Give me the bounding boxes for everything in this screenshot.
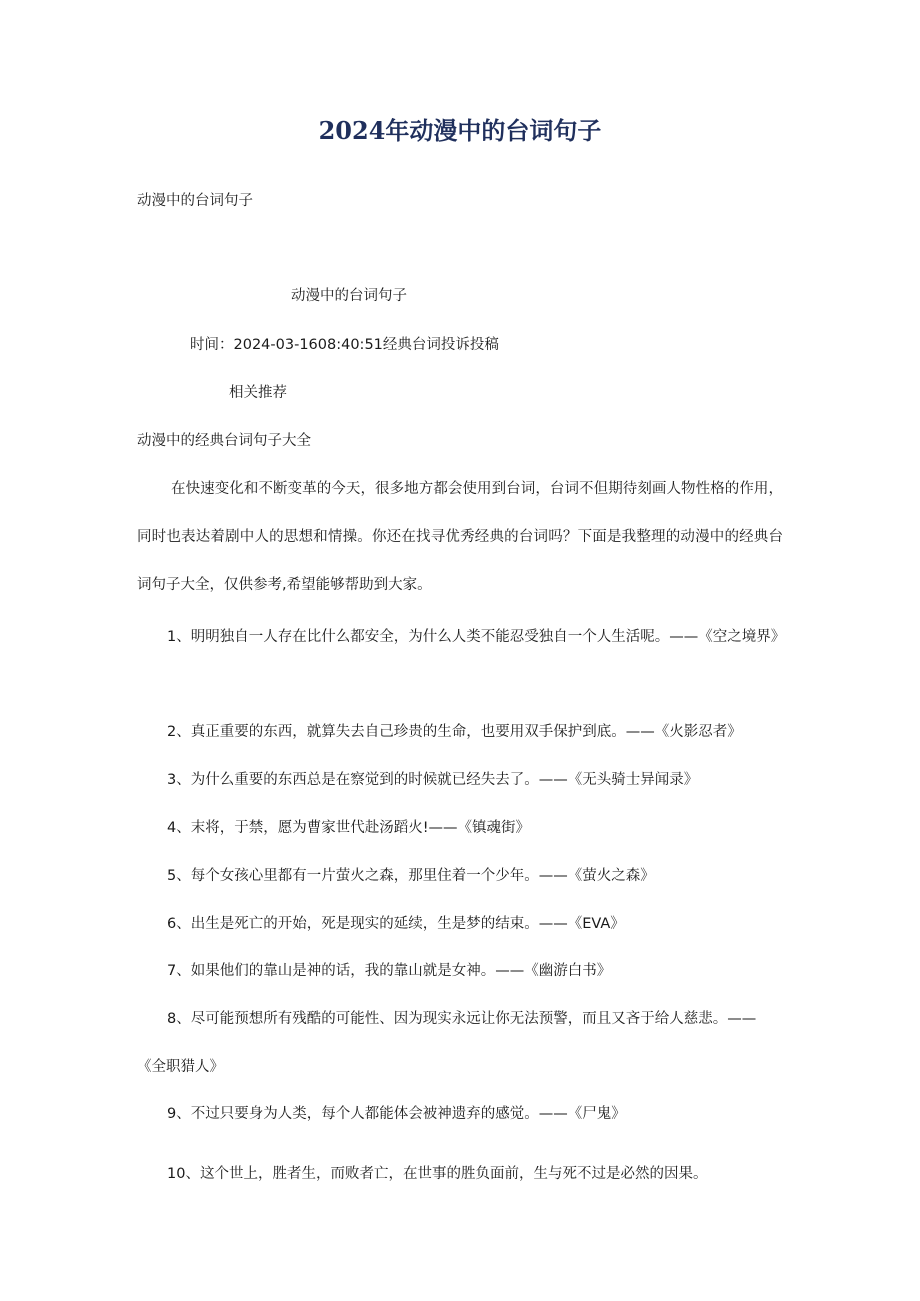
document-subtitle: 动漫中的台词句子 [137,193,253,209]
inner-title: 动漫中的台词句子 [291,288,407,304]
document-title: 2024年动漫中的台词句子 [318,116,602,145]
quote-item-9: 9、不过只要身为人类，每个人都能体会被神遗弃的感觉。——《尸鬼》 [167,1106,626,1122]
quote-item-6: 6、出生是死亡的开始，死是现实的延续，生是梦的结束。——《EVA》 [167,916,625,932]
quote-item-10: 10、这个世上，胜者生，而败者亡，在世事的胜负面前，生与死不过是必然的因果。 [167,1166,708,1182]
quote-item-3: 3、为什么重要的东西总是在察觉到的时候就已经失去了。——《无头骑士异闻录》 [167,772,699,788]
quote-item-2: 2、真正重要的东西，就算失去自己珍贵的生命，也要用双手保护到底。——《火影忍者》 [167,724,742,740]
section-heading: 动漫中的经典台词句子大全 [137,433,311,449]
quote-item-1: 1、明明独自一人存在比什么都安全，为什么人类不能忍受独自一个人生活呢。——《空之境界》 [167,629,786,645]
quote-item-4: 4、末将，于禁，愿为曹家世代赴汤蹈火!——《镇魂街》 [167,820,531,836]
quote-item-7: 7、如果他们的靠山是神的话，我的靠山就是女神。——《幽游白书》 [167,963,612,979]
intro-paragraph: 在快速变化和不断变革的今天，很多地方都会使用到台词，台词不但期待刻画人物性格的作用，同时也表达着剧中人的思想和情操。你还在找寻优秀经典的台词吗？下面是我整理的动漫中的经典台词句子大全，仅供参考,希望能够帮助到大家。 [137,481,783,593]
related-label: 相关推荐 [229,385,287,401]
meta-line: 时间：2024-03-1608:40:51经典台词投诉投稿 [190,337,499,353]
quote-item-5: 5、每个女孩心里都有一片萤火之森，那里住着一个少年。——《萤火之森》 [167,868,655,884]
quote-item-8: 8、尽可能预想所有残酷的可能性、因为现实永远让你无法预警，而且又吝于给人慈悲。——《全职猎人》 [137,1011,757,1075]
